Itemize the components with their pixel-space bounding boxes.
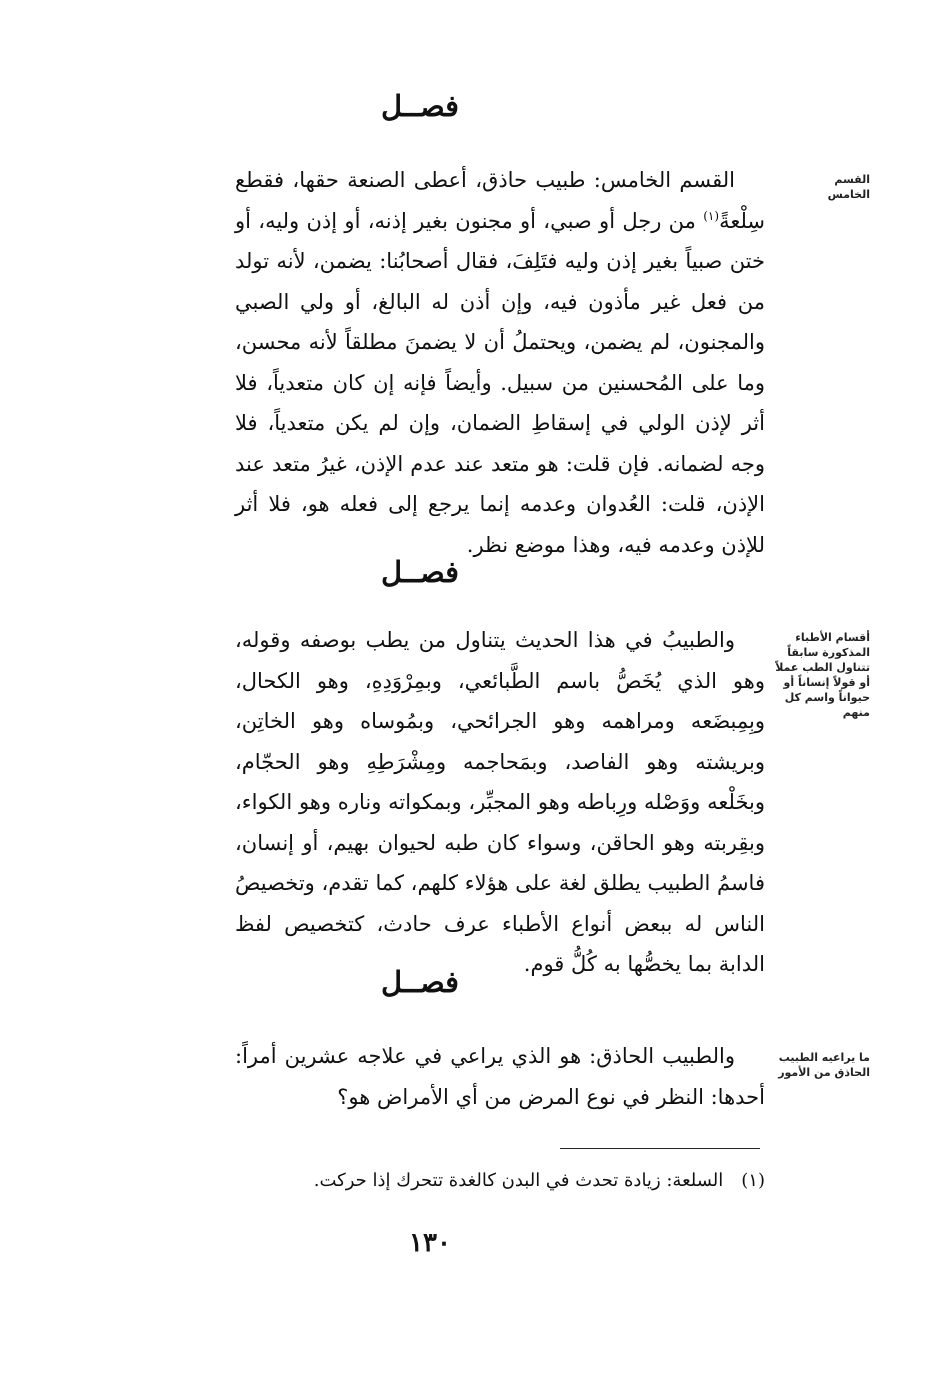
footnote [240, 1166, 765, 1196]
section-text-3: والطبيب الحاذق: هو الذي يراعي في علاجه عشرين أمراً: أحدها: النظر في نوع المرض من أي الأمراض هو؟ [235, 1044, 765, 1109]
footnote-separator [560, 1148, 760, 1149]
section-paragraph-1 [235, 160, 765, 565]
section-heading-1: فصــل [381, 89, 459, 123]
section-heading-2: فصــل [381, 555, 459, 589]
section-paragraph-3 [235, 1036, 765, 1117]
section-paragraph-2 [235, 620, 765, 985]
section-text-2: والطبيبُ في هذا الحديث يتناول من يطب بوصفه وقوله، وهو الذي يُخَصُّ باسم الطَّبائعي، وبمِرْوَدِهِ، وهو الكحال، وبِمِبضَعه ومراهمه وهو الجرائحي، وبمُوساه وهو الخاتِن، وبريشته وهو الفاصد، وبمَحاجمه ومِشْرَطِهِ وهو الحجّام، وبخَلْعه ووَصْله ورِباطه وهو المجبِّر، وبمكواته وناره وهو الكواء، وبقِربته وهو الحاقن، وسواء كان طبه لحيوان بهيم، أو إنسان، فاسمُ الطبيب يطلق لغة على هؤلاء كلهم، كما تقدم، وتخصيصُ الناس له ببعض أنواع الأطباء عرف حادث، كتخصيص لفظ الدابة بما يخصُّها به كُلُّ قوم. [235, 628, 765, 976]
margin-note-1: القسم الخامس [827, 173, 870, 201]
page-number: ١٣٠ [409, 1228, 451, 1258]
footnote-text: السلعة: زيادة تحدث في البدن كالغدة تتحرك إذا حركت. [313, 1170, 724, 1191]
section-text-1: القسم الخامس: طبيب حاذق، أعطى الصنعة حقها، فقطع سِلْعةً [235, 168, 765, 233]
footnote-marker: (١) [703, 208, 720, 223]
section-text-1-continued: من رجل أو صبي، أو مجنون بغير إذنه، أو إذن وليه، أو ختن صبياً بغير إذن وليه فتَلِفَ، فقال أصحابُنا: يضمن، لأنه تولد من فعل غير مأذون فيه، وإن أذن له البالغ، أو ولي الصبي والمجنون، لم يضمن، ويحتملُ أن لا يضمنَ مطلقاً لأنه محسن، وما على المُحسنين من سبيل. وأيضاً فإنه إن كان متعدياً، فلا أثر لإذن الولي في إسقاطِ الضمان، وإن لم يكن متعدياً، فلا وجه لضمانه. فإن قلت: هو متعد عند عدم الإذن، غيرُ متعد عند الإذن، قلت: العُدوان وعدمه إنما يرجع إلى فعله هو، فلا أثر للإذن وعدمه فيه، وهذا موضع نظر. [235, 208, 765, 557]
section-heading-3: فصــل [381, 965, 459, 999]
margin-note-3: ما يراعيه الطبيب الحاذق من الأمور [778, 1051, 870, 1079]
margin-note-2: أقسام الأطباء المذكورة سابقاً تتناول الطب عملاً أو قولاً إنساناً أو حيواناً واسم كل منهم [775, 631, 870, 719]
footnote-number: (١) [741, 1170, 765, 1191]
